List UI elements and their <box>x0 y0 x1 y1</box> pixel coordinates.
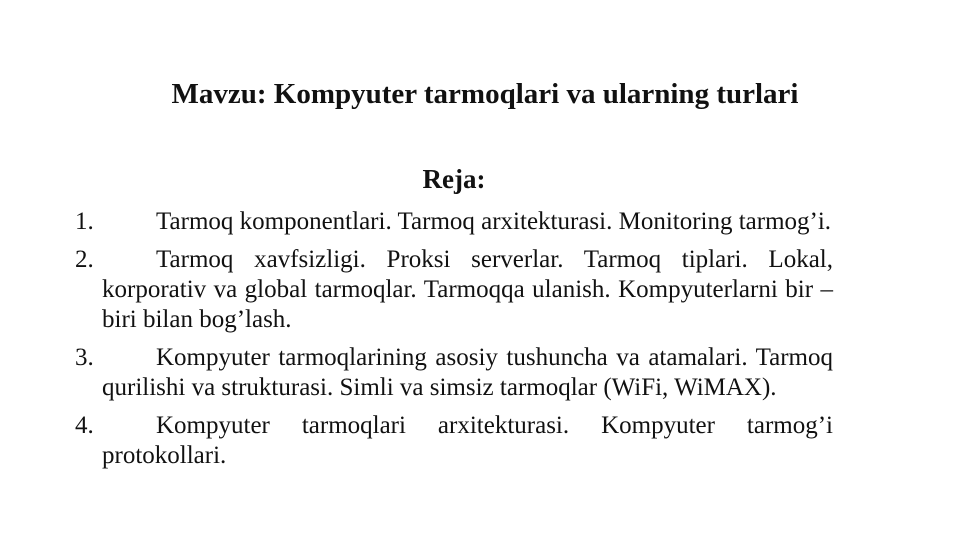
plan-heading: Reja: <box>422 164 486 194</box>
plan-item-number: 3. <box>75 344 94 371</box>
plan-item-2 <box>75 245 833 335</box>
plan-item-number: 4. <box>75 412 94 439</box>
plan-item-3 <box>75 343 833 403</box>
plan-item-number: 1. <box>75 208 94 235</box>
plan-item-text: Tarmoq xavfsizligi. Proksi serverlar. Tarmoq tiplari. Lokal, korporativ va global tarmoqlar. Tarmoqqa ulanish. Kompyuterlarni bir – biri bilan bog’lash. <box>102 246 833 333</box>
plan-item-1 <box>75 207 833 237</box>
plan-item-text: Tarmoq komponentlari. Tarmoq arxitekturasi. Monitoring tarmog’i. <box>156 208 832 235</box>
plan-item-text: Kompyuter tarmoqlari arxitekturasi. Kompyuter tarmog’i protokollari. <box>102 412 833 469</box>
plan-item-number: 2. <box>75 246 94 273</box>
slide-title: Mavzu: Kompyuter tarmoqlari va ularning turlari <box>171 78 799 110</box>
plan-item-text: Kompyuter tarmoqlarining asosiy tushuncha va atamalari. Tarmoq qurilishi va strukturasi. Simli va simsiz tarmoqlar (WiFi, WiMAX). <box>102 344 833 401</box>
plan-list <box>75 207 833 479</box>
plan-item-4 <box>75 411 833 471</box>
